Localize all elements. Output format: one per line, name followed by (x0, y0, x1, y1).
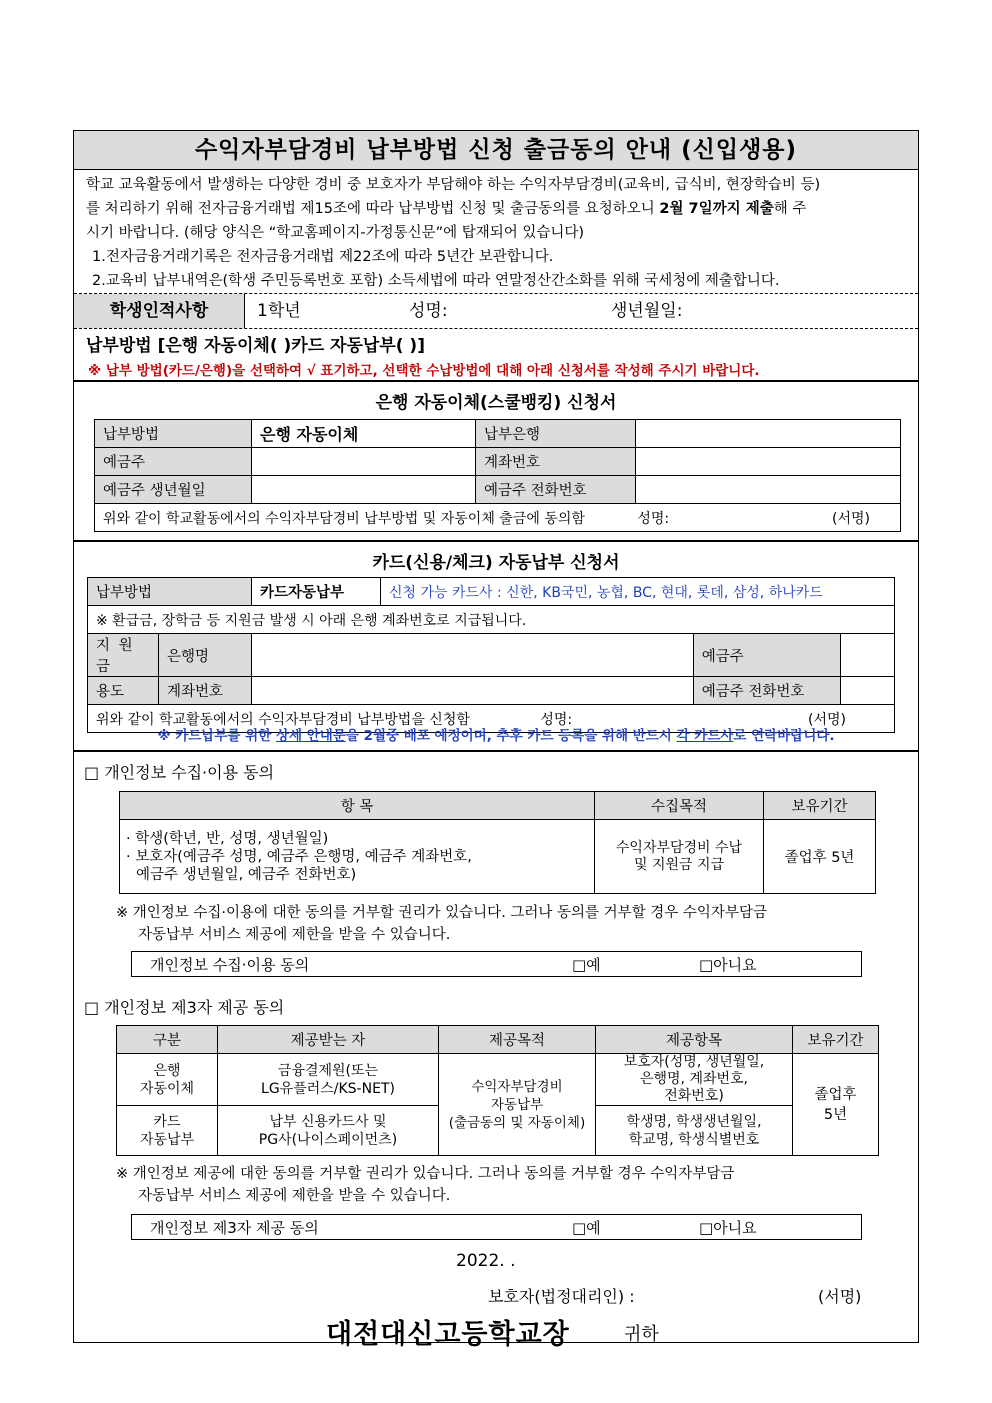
bank-label: 납부은행 (476, 420, 636, 448)
bank-name-field[interactable] (636, 420, 901, 448)
card-seal-label: (서명) (808, 711, 846, 728)
refund-notice: ※ 환급금, 장학금 등 지원금 발생 시 아래 은행 계좌번호로 지급됩니다. (88, 606, 895, 634)
third-header: 제공목적 (439, 1026, 596, 1054)
card-notice-part: 상세 안내문 (275, 728, 346, 744)
third-consent-box (131, 1214, 862, 1240)
card-section-title: 카드(신용/체크) 자동납부 신청서 (372, 553, 620, 573)
third-items-line: 학생명, 학생생년월일, (626, 1113, 762, 1130)
privacy-period: 졸업후 5년 (764, 820, 876, 894)
student-grade[interactable]: 1학년 (257, 301, 301, 321)
third-recipient (218, 1106, 439, 1156)
principal-name: 대전대신고등학교장 (326, 1319, 570, 1350)
intro-text (86, 173, 912, 293)
third-recipient-line: 납부 신용카드사 및 (269, 1113, 387, 1130)
card-notice-part: 각 카드사 (676, 728, 734, 744)
support-label: 지 원 금 (88, 634, 159, 677)
support-label: 용도 (88, 677, 159, 705)
page-title: 수익자부담경비 납부방법 신청 출금동의 안내 (신입생용) (74, 131, 918, 170)
third-party-heading: □ 개인정보 제3자 제공 동의 (84, 998, 285, 1017)
privacy-consent-no[interactable]: □아니요 (699, 956, 757, 974)
privacy-notice-line: ※ 개인정보 수집·이용에 대한 동의를 거부할 권리가 있습니다. 그러나 동의를 거부할 경우 수익자부담금 (116, 905, 767, 921)
privacy-consent-label: 개인정보 수집·이용 동의 (150, 956, 310, 974)
privacy-item-line: 예금주 생년월일, 예금주 전화번호) (136, 866, 357, 883)
intro-line: 학교 교육활동에서 발생하는 다양한 경비 중 보호자가 부담해야 하는 수익자부담경비(교육비, 급식비, 현장학습비 등) (86, 177, 821, 193)
bank-method-value: 은행 자동이체 (252, 420, 476, 448)
third-items-line: 학교명, 학생식별번호 (628, 1131, 760, 1148)
privacy-item-line: · 보호자(예금주 성명, 예금주 은행명, 예금주 계좌번호, (126, 848, 472, 865)
third-header: 제공항목 (596, 1026, 793, 1054)
privacy-heading: □ 개인정보 수집·이용 동의 (84, 763, 275, 782)
third-consent-no[interactable]: □아니요 (699, 1219, 757, 1237)
third-items (596, 1054, 793, 1106)
account-number-field[interactable] (636, 448, 901, 476)
third-purpose (439, 1054, 596, 1156)
third-period-line: 5년 (823, 1106, 848, 1123)
student-info-label: 학생인적사항 (74, 294, 245, 328)
bank-agree-row (95, 504, 901, 532)
student-name-field[interactable]: 성명: (409, 301, 448, 321)
third-recipient-line: LG유플러스/KS-NET) (261, 1080, 395, 1097)
card-notice (74, 724, 918, 744)
bank-sign-label[interactable]: 성명: (637, 510, 670, 527)
form-frame (73, 130, 919, 1350)
privacy-section (74, 750, 918, 1352)
third-purpose-line: 자동납부 (490, 1096, 544, 1113)
student-info-row (74, 293, 918, 329)
privacy-header: 수집목적 (595, 792, 764, 820)
third-consent-yes[interactable]: □예 (572, 1219, 601, 1237)
third-items-line: 은행명, 계좌번호, (639, 1071, 749, 1087)
bank-label: 예금주 생년월일 (95, 476, 252, 504)
third-party-table (116, 1025, 879, 1156)
card-method-value: 카드자동납부 (252, 578, 381, 606)
third-recipient-line: PG사(나이스페이먼츠) (258, 1131, 398, 1148)
third-recipient-line: 금융결제원(또는 (277, 1062, 379, 1079)
holder-phone-field[interactable] (636, 476, 901, 504)
card-section (74, 540, 918, 752)
card-label: 계좌번호 (159, 677, 252, 705)
privacy-purpose (595, 820, 764, 894)
third-notice (116, 1163, 734, 1207)
bank-section-title: 은행 자동이체(스쿨뱅킹) 신청서 (375, 393, 617, 413)
privacy-consent-yes[interactable]: □예 (572, 956, 601, 974)
card-sign-label[interactable]: 성명: (540, 711, 573, 728)
third-period-line: 졸업후 (814, 1086, 857, 1103)
card-agree-text: 위와 같이 학교활동에서의 수익자부담경비 납부방법을 신청함 (96, 711, 470, 728)
privacy-header: 보유기간 (764, 792, 876, 820)
privacy-notice-line: 자동납부 서비스 제공에 제한을 받을 수 있습니다. (138, 927, 451, 943)
third-type (117, 1106, 218, 1156)
third-notice-line: ※ 개인정보 제공에 대한 동의를 거부할 권리가 있습니다. 그러나 동의를 거부할 경우 수익자부담금 (116, 1166, 735, 1182)
third-items-line: 보호자(성명, 생년월일, (623, 1054, 765, 1070)
bank-table (94, 419, 901, 532)
third-purpose-line: (출금동의 및 자동이체) (448, 1114, 586, 1131)
refund-bank-field[interactable] (252, 634, 694, 677)
payment-method-note: ※ 납부 방법(카드/은행)을 선택하여 √ 표기하고, 선택한 수납방법에 대해 아래 신청서를 작성해 주시기 바랍니다. (88, 363, 760, 379)
guardian-sign-label[interactable]: 보호자(법정대리인) : (488, 1287, 635, 1306)
third-type-line: 카드 (153, 1113, 181, 1130)
payment-method-select[interactable]: 납부방법 [은행 자동이체( )카드 자동납부( )] (86, 336, 425, 356)
third-header: 제공받는 자 (218, 1026, 439, 1054)
card-label: 예금주 (693, 634, 840, 677)
card-notice-part: 을 2월중 배포 예정이며, 추후 카드 등록을 위해 반드시 (345, 728, 677, 744)
third-purpose-line: 수익자부담경비 (471, 1078, 563, 1095)
third-notice-line: 자동납부 서비스 제공에 제한을 받을 수 있습니다. (138, 1188, 451, 1204)
third-recipient (218, 1054, 439, 1106)
card-label: 예금주 전화번호 (693, 677, 840, 705)
account-holder-field[interactable] (252, 448, 476, 476)
third-type (117, 1054, 218, 1106)
privacy-purpose-line: 및 지원금 지급 (633, 856, 725, 873)
intro-item: 2.교육비 납부내역은(학생 주민등록번호 포함) 소득세법에 따라 연말정산간소화를 위해 국세청에 제출합니다. (92, 273, 780, 289)
third-items (596, 1106, 793, 1156)
card-notice-part: 로 연락바랍니다. (733, 728, 835, 744)
privacy-item-line: · 학생(학년, 반, 성명, 생년월일) (126, 830, 329, 847)
privacy-items (120, 820, 595, 894)
privacy-consent-box (131, 951, 862, 977)
refund-phone-field[interactable] (840, 677, 894, 705)
third-type-line: 자동이체 (139, 1080, 195, 1097)
intro-line-part: 해 주 (773, 201, 807, 217)
card-notice-part: ※ 카드납부를 위한 (157, 728, 276, 744)
privacy-purpose-line: 수익자부담경비 수납 (615, 839, 743, 856)
bank-label: 예금주 전화번호 (476, 476, 636, 504)
intro-item: 1.전자금융거래기록은 전자금융거래법 제22조에 따라 5년간 보관합니다. (92, 249, 554, 265)
bank-label: 예금주 (95, 448, 252, 476)
bank-section (74, 380, 918, 542)
bank-label: 납부방법 (95, 420, 252, 448)
card-label: 은행명 (159, 634, 252, 677)
privacy-notice (116, 902, 767, 946)
addressee-label: 귀하 (624, 1324, 659, 1345)
third-type-line: 은행 (153, 1062, 181, 1079)
third-items-line: 전화번호) (664, 1088, 724, 1104)
privacy-table (119, 791, 876, 894)
card-table (87, 577, 895, 733)
intro-line: 시기 바랍니다. (해당 양식은 “학교홈페이지-가정통신문”에 탑재되어 있습니다) (86, 225, 585, 241)
student-birth-field[interactable]: 생년월일: (611, 301, 683, 321)
third-header: 구분 (117, 1026, 218, 1054)
privacy-header: 항 목 (120, 792, 595, 820)
deadline: 2월 7일까지 제출 (659, 201, 774, 217)
card-label: 납부방법 (88, 578, 252, 606)
intro-line (86, 197, 912, 221)
refund-holder-field[interactable] (840, 634, 894, 677)
refund-account-field[interactable] (252, 677, 694, 705)
holder-birth-field[interactable] (252, 476, 476, 504)
intro-line-part: 를 처리하기 위해 전자금융거래법 제15조에 따라 납부방법 신청 및 출금동의를 요청하오니 (86, 201, 660, 217)
bank-seal-label: (서명) (832, 510, 870, 527)
card-companies: 신청 가능 카드사 : 신한, KB국민, 농협, BC, 현대, 롯데, 삼성, 하나카드 (381, 578, 895, 606)
third-consent-label: 개인정보 제3자 제공 동의 (150, 1219, 319, 1237)
date-field[interactable]: 2022. . (456, 1251, 516, 1271)
bank-label: 계좌번호 (476, 448, 636, 476)
third-type-line: 자동납부 (139, 1131, 195, 1148)
third-period (793, 1054, 879, 1156)
bank-agree-text: 위와 같이 학교활동에서의 수익자부담경비 납부방법 및 자동이체 출금에 동의함 (103, 510, 585, 527)
third-header: 보유기간 (793, 1026, 879, 1054)
guardian-seal-label: (서명) (818, 1287, 862, 1306)
